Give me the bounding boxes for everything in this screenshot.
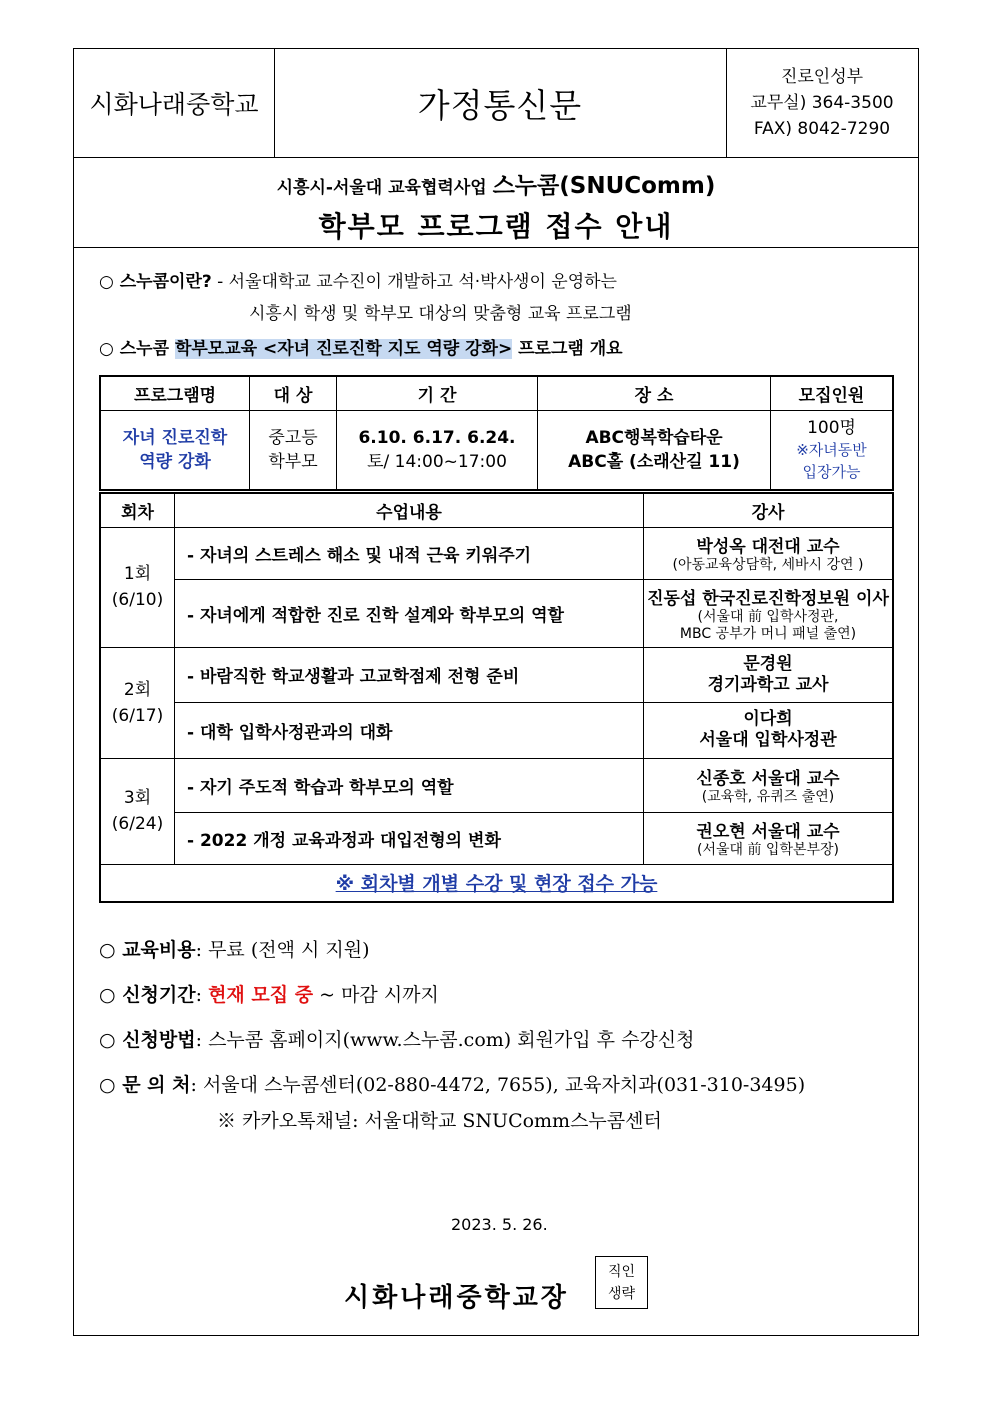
brand-name: 스누콤(SNUComm) xyxy=(492,173,716,199)
title-box xyxy=(74,157,918,248)
official-seal: 직인 생략 xyxy=(595,1256,648,1309)
issue-date: 2023. 5. 26. xyxy=(451,1215,548,1234)
table-row xyxy=(100,758,893,812)
kakao-channel: ※ 카카오톡채널: 서울대학교 SNUComm스누콤센터 xyxy=(217,1110,662,1132)
place: ABC행복학습타운 ABC홀 (소래산길 11) xyxy=(538,410,771,490)
school-name: 시화나래중학교 xyxy=(74,49,275,157)
col-header: 프로그램명 xyxy=(100,376,250,410)
teacher: 신종호 서울대 교수 (교육학, 유퀴즈 출연) xyxy=(644,758,894,812)
highlighted-program: 학부모교육 <자녀 진로진학 지도 역량 강화> xyxy=(174,339,513,359)
table-row xyxy=(100,527,893,579)
class-content: - 자녀에게 적합한 진로 진학 설계와 학부모의 역할 xyxy=(175,579,644,647)
table-row xyxy=(100,579,893,647)
office-phone: 교무실) 364-3500 xyxy=(750,93,894,113)
period: 6.10. 6.17. 6.24. 토/ 14:00~17:00 xyxy=(337,410,538,490)
cost-line: ○ 교육비용: 무료 (전액 시 지원) xyxy=(99,939,370,961)
program-name: 자녀 진로진학 역량 강화 xyxy=(100,410,250,490)
col-header: 수업내용 xyxy=(175,493,644,527)
department: 진로인성부 xyxy=(780,67,864,87)
col-header: 대 상 xyxy=(250,376,337,410)
session-round: 2회 (6/17) xyxy=(100,647,175,758)
page-title: 학부모 프로그램 접수 안내 xyxy=(318,210,674,243)
session-round: 1회 (6/10) xyxy=(100,527,175,647)
application-method-line: ○ 신청방법: 스누콤 홈페이지(www.스누콤.com) 회원가입 후 수강신청 xyxy=(99,1029,695,1051)
teacher: 박성옥 대전대 교수 (아동교육상담학, 세바시 강연 ) xyxy=(644,527,894,579)
title-line-1: 시흥시-서울대 교육협력사업 스누콤(SNUComm) xyxy=(276,173,716,199)
contact-block xyxy=(726,49,918,157)
fax-number: FAX) 8042-7290 xyxy=(753,119,891,139)
teacher: 문경원 경기과학고 교사 xyxy=(644,647,894,702)
col-header: 장 소 xyxy=(538,376,771,410)
recruiting-status: 현재 모집 중 xyxy=(208,984,314,1006)
table-row xyxy=(100,702,893,758)
intro-bullet-1: ○ 스누콤이란? - 서울대학교 교수진이 개발하고 석·박사생이 운영하는 xyxy=(99,272,617,292)
class-content: - 2022 개정 교육과정과 대입전형의 변화 xyxy=(175,812,644,864)
table-row xyxy=(100,812,893,864)
teacher: 권오현 서울대 교수 (서울대 前 입학본부장) xyxy=(644,812,894,864)
schedule-table xyxy=(99,492,894,903)
class-content: - 자녀의 스트레스 해소 및 내적 근육 키워주기 xyxy=(175,527,644,579)
letterhead xyxy=(74,49,918,158)
col-header: 회차 xyxy=(100,493,175,527)
col-header: 기 간 xyxy=(337,376,538,410)
capacity: 100명 ※자녀동반 입장가능 xyxy=(771,410,894,490)
principal-signature: 시화나래중학교장 xyxy=(344,1283,569,1313)
document-frame xyxy=(73,48,919,1336)
teacher: 진동섭 한국진로진학정보원 이사 (서울대 前 입학사정관, MBC 공부가 머니 패널 출연) xyxy=(644,579,894,647)
application-period-line: ○ 신청기간: 현재 모집 중 ~ 마감 시까지 xyxy=(99,984,439,1006)
intro-bullet-1-cont: 시흥시 학생 및 학부모 대상의 맞춤형 교육 프로그램 xyxy=(249,304,632,324)
class-content: - 자기 주도적 학습과 학부모의 역할 xyxy=(175,758,644,812)
contact-line: ○ 문 의 처: 서울대 스누콤센터(02-880-4472, 7655), 교육자치과(031-310-3495) xyxy=(99,1074,806,1096)
document-type: 가정통신문 xyxy=(274,49,727,157)
session-round: 3회 (6/24) xyxy=(100,758,175,864)
class-content: - 대학 입학사정관과의 대화 xyxy=(175,702,644,758)
col-header: 강사 xyxy=(644,493,894,527)
registration-notice: ※ 회차별 개별 수강 및 현장 접수 가능 xyxy=(100,864,893,902)
target: 중고등 학부모 xyxy=(250,410,337,490)
teacher: 이다희 서울대 입학사정관 xyxy=(644,702,894,758)
col-header: 모집인원 xyxy=(771,376,894,410)
intro-bullet-2: ○ 스누콤 학부모교육 <자녀 진로진학 지도 역량 강화> 프로그램 개요 xyxy=(99,339,623,359)
table-row xyxy=(100,647,893,702)
overview-table xyxy=(99,375,894,491)
class-content: - 바람직한 학교생활과 고교학점제 전형 준비 xyxy=(175,647,644,702)
